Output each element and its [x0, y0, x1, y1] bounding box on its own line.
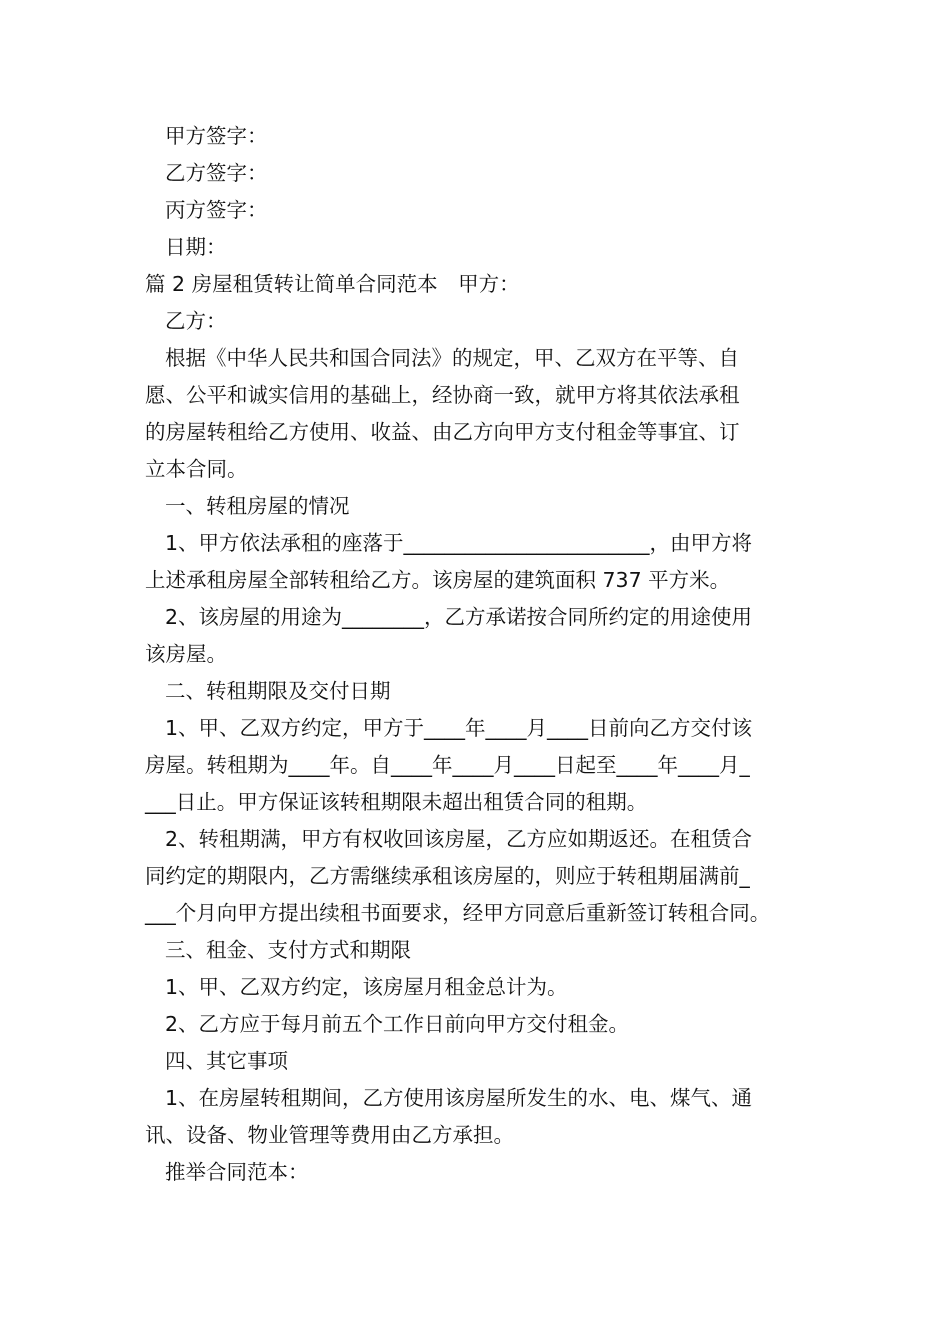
- preamble-line: 愿、公平和诚实信用的基础上，经协商一致，就甲方将其依法承租: [145, 383, 740, 407]
- clause-line: ___个月向甲方提出续租书面要求，经甲方同意后重新签订转租合同。: [145, 901, 771, 925]
- heading-term: 二、转租期限及交付日期: [165, 679, 391, 703]
- clause-line: 1、甲、乙双方约定，甲方于____年____月____日前向乙方交付该: [165, 716, 753, 740]
- heading-other: 四、其它事项: [165, 1049, 288, 1073]
- clause-line: 同约定的期限内，乙方需继续承租该房屋的，则应于转租期届满前_: [145, 864, 750, 888]
- heading-property: 一、转租房屋的情况: [165, 494, 350, 518]
- heading-rent: 三、租金、支付方式和期限: [165, 938, 411, 962]
- recommended-templates: 推举合同范本：: [165, 1160, 309, 1184]
- clause-line: 该房屋。: [145, 642, 227, 666]
- signature-party-a: 甲方签字：: [165, 124, 268, 148]
- clause-line: 上述承租房屋全部转租给乙方。该房屋的建筑面积 737 平方米。: [145, 568, 731, 592]
- signature-date: 日期：: [165, 235, 227, 259]
- party-b-label: 乙方：: [165, 309, 227, 333]
- clause-line: 房屋。转租期为____年。自____年____月____日起至____年____月_: [145, 753, 750, 777]
- clause-line: 2、乙方应于每月前五个工作日前向甲方交付租金。: [165, 1012, 630, 1036]
- clause-line: 2、转租期满，甲方有权收回该房屋，乙方应如期返还。在租赁合: [165, 827, 753, 851]
- preamble-line: 根据《中华人民共和国合同法》的规定，甲、乙双方在平等、自: [165, 346, 739, 370]
- signature-party-c: 丙方签字：: [165, 198, 268, 222]
- clause-line: 2、该房屋的用途为________，乙方承诺按合同所约定的用途使用: [165, 605, 753, 629]
- clause-line: 1、在房屋转租期间，乙方使用该房屋所发生的水、电、煤气、通: [165, 1086, 753, 1110]
- document-page: [145, 118, 820, 1191]
- clause-line: 讯、设备、物业管理等费用由乙方承担。: [145, 1123, 514, 1147]
- preamble-line: 的房屋转租给乙方使用、收益、由乙方向甲方支付租金等事宜、订: [145, 420, 740, 444]
- section-title: 篇 2 房屋租赁转让简单合同范本 甲方：: [145, 272, 520, 296]
- preamble-line: 立本合同。: [145, 457, 248, 481]
- clause-line: ___日止。甲方保证该转租期限未超出租赁合同的租期。: [145, 790, 648, 814]
- clause-line: 1、甲方依法承租的座落于________________________，由甲方将: [165, 531, 753, 555]
- signature-party-b: 乙方签字：: [165, 161, 268, 185]
- clause-line: 1、甲、乙双方约定，该房屋月租金总计为。: [165, 975, 568, 999]
